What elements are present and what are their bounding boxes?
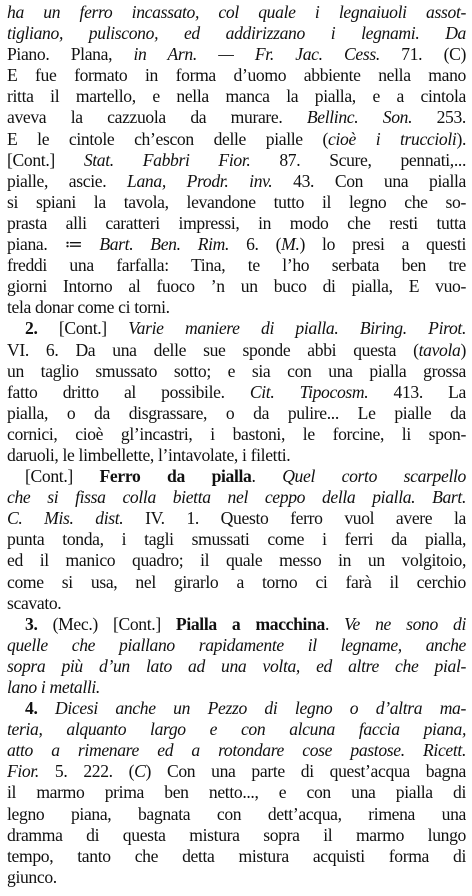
italic-run: ha un ferro incassato, col quale i legnaiuoli assot- <box>7 2 466 22</box>
text-line <box>7 65 466 86</box>
text-run: punta tonda, i tagli smussati come i ferri da pialla, <box>7 529 466 550</box>
text-line <box>7 23 466 44</box>
text-run: aveva la cazzuola da murare. <box>7 107 307 128</box>
text-line <box>7 466 466 487</box>
text-line <box>7 86 466 107</box>
text-run: ). <box>456 128 466 149</box>
text-run: pialle, ascie. <box>7 170 128 191</box>
text-line <box>7 825 466 846</box>
text-line <box>7 529 466 550</box>
text-line <box>7 171 466 192</box>
text-run: (Mec.) [Cont.] <box>52 613 176 634</box>
text-run: giunco. <box>7 866 57 887</box>
text-run: come si usa, nel girarlo a torno ci farà il cerchio <box>7 571 466 592</box>
text-run: ) lo presi a questi <box>299 234 466 255</box>
text-run: ) Con una parte di quest’acqua bagna <box>145 761 466 782</box>
italic-run: M. <box>281 234 300 255</box>
italic-run: C <box>134 761 146 782</box>
text-line <box>7 761 466 782</box>
text-line <box>7 403 466 424</box>
text-run: il marmo prima ben netto..., e con una pialla di <box>7 782 466 803</box>
text-line <box>7 361 466 382</box>
text-line <box>7 276 466 297</box>
text-run: scavato. <box>7 592 62 613</box>
italic-run: Dicesi anche un Pezzo di legno o d’altra ma- <box>55 698 466 719</box>
text-run: pialla, o da disgrassare, o da pulire... Le pialle da <box>7 402 466 423</box>
italic-run: Stat. Fabbri Fior. <box>83 149 251 170</box>
text-run: 413. La <box>368 381 466 402</box>
text-run: ) <box>460 339 466 360</box>
italic-run: tigliano, puliscono, ed addirizzano i legnami. Da <box>7 23 466 44</box>
text-run: Piano. Plana, <box>7 44 134 65</box>
bold-run: 4. <box>25 698 56 719</box>
text-run: 5. 222. ( <box>38 761 135 782</box>
text-line <box>7 129 466 150</box>
italic-run: Cit. Tipocosm. <box>249 381 369 402</box>
text-line <box>7 550 466 571</box>
text-run: . <box>251 466 283 487</box>
italic-run: atto a rimenare ed a rotondare cose pastose. Ricett. <box>7 740 466 761</box>
text-run: VI. 6. Da una delle sue sponde abbi questa ( <box>7 339 419 360</box>
italic-run: tavola <box>418 339 461 360</box>
text-run: [Cont.] <box>58 318 129 339</box>
text-line <box>7 107 466 128</box>
text-line <box>7 867 466 888</box>
italic-run: Ve ne sono di <box>344 613 466 634</box>
italic-run: quelle che piallano rapidamente il legname, anche <box>7 634 466 655</box>
text-line <box>7 255 466 276</box>
text-line <box>7 424 466 445</box>
italic-run: in Arn. — Fr. Jac. Cess. <box>133 44 380 65</box>
text-line <box>7 234 466 255</box>
text-line <box>7 318 466 339</box>
text-run: 43. Con una pialla <box>272 170 466 191</box>
bold-run: 3. <box>25 613 53 634</box>
text-line <box>7 340 466 361</box>
text-line <box>7 487 466 508</box>
entry-text-column <box>7 2 466 888</box>
text-line <box>7 572 466 593</box>
text-run: dramma di questa mistura sopra il marmo lungo <box>7 824 466 845</box>
text-run: . <box>324 613 345 634</box>
italic-run: Lana, Prodr. inv. <box>127 170 273 191</box>
italic-run: Bellinc. Son. <box>306 107 413 128</box>
text-run: IV. 1. Questo ferro vuol avere la <box>123 508 466 529</box>
text-line <box>7 804 466 825</box>
text-run: 6. ( <box>229 234 282 255</box>
text-line <box>7 2 466 23</box>
text-line <box>7 192 466 213</box>
text-line <box>7 740 466 761</box>
italic-run: C. Mis. dist. <box>7 508 124 529</box>
text-line <box>7 297 466 318</box>
text-line <box>7 445 466 466</box>
text-run: prasta alli caratteri impressi, in modo che resti tutta <box>7 212 466 233</box>
text-run: E le cintole ch’escon delle pialle ( <box>7 128 329 149</box>
text-run: cornici, cioè gl’incastri, i bastoni, le forcine, li spon- <box>7 423 466 444</box>
bold-run: Pialla a macchina <box>175 613 325 634</box>
bold-run: 2. <box>25 318 59 339</box>
text-run: freddi una farfalla: Tina, te l’ho serbata ben tre <box>7 255 466 276</box>
text-line <box>7 656 466 677</box>
text-line <box>7 593 466 614</box>
italic-run: Fior. <box>7 761 39 782</box>
text-run: tempo, tanto che detta mistura acquisti forma di <box>7 845 466 866</box>
text-run: un taglio smussato sotto; e sia con una pialla grossa <box>7 360 466 381</box>
text-run: ritta il martello, e nella manca la pialla, e a cintola <box>7 86 466 107</box>
text-line <box>7 782 466 803</box>
text-run: daruoli, le limbellette, l’intavolate, i filetti. <box>7 444 291 465</box>
text-line <box>7 698 466 719</box>
italic-run: lano i metalli. <box>7 677 100 697</box>
text-run: 71. (C) <box>379 44 466 65</box>
text-line <box>7 150 466 171</box>
italic-run: teria, alquanto largo e con alcuna faccia piana, <box>7 719 466 740</box>
text-run: piana. ≔ <box>7 234 100 255</box>
text-run: ed il manico quadro; il quale messo in un volgitoio, <box>7 550 466 571</box>
text-line <box>7 846 466 867</box>
italic-run: Bart. Ben. Rim. <box>99 234 230 255</box>
text-run: fatto dritto al possibile. <box>7 381 250 402</box>
italic-run: cioè i truccioli <box>328 128 457 149</box>
text-line <box>7 614 466 635</box>
text-run: [Cont.] <box>7 149 84 170</box>
text-run: 253. <box>412 107 466 128</box>
text-run: [Cont.] <box>25 466 100 487</box>
italic-run: Quel corto scarpello <box>282 466 466 487</box>
italic-run: sopra più d’un lato ad una volta, ed altre che pial- <box>7 655 466 676</box>
text-line <box>7 44 466 65</box>
text-line <box>7 382 466 403</box>
text-run: E fue formato in forma d’uomo abbiente nella mano <box>7 65 466 86</box>
text-run: tela donar come ci torni. <box>7 297 170 318</box>
text-run: legno piana, bagnata con dett’acqua, rimena una <box>7 803 466 824</box>
text-line <box>7 508 466 529</box>
italic-run: Varie maniere di pialla. Biring. Pirot. <box>128 318 466 339</box>
text-line <box>7 635 466 656</box>
text-run: si spiani la tavola, levandone tutto il legno che so- <box>7 191 466 212</box>
italic-run: che si fissa colla bietta nel ceppo della pialla. Bart. <box>7 487 466 508</box>
text-run: giorni Intorno al fuoco ’n un buco di pialla, E vuo- <box>7 276 466 297</box>
text-line <box>7 677 466 698</box>
text-line <box>7 213 466 234</box>
bold-run: Ferro da pialla <box>99 466 252 487</box>
text-line <box>7 719 466 740</box>
text-run: 87. Scure, pennati,... <box>250 149 466 170</box>
